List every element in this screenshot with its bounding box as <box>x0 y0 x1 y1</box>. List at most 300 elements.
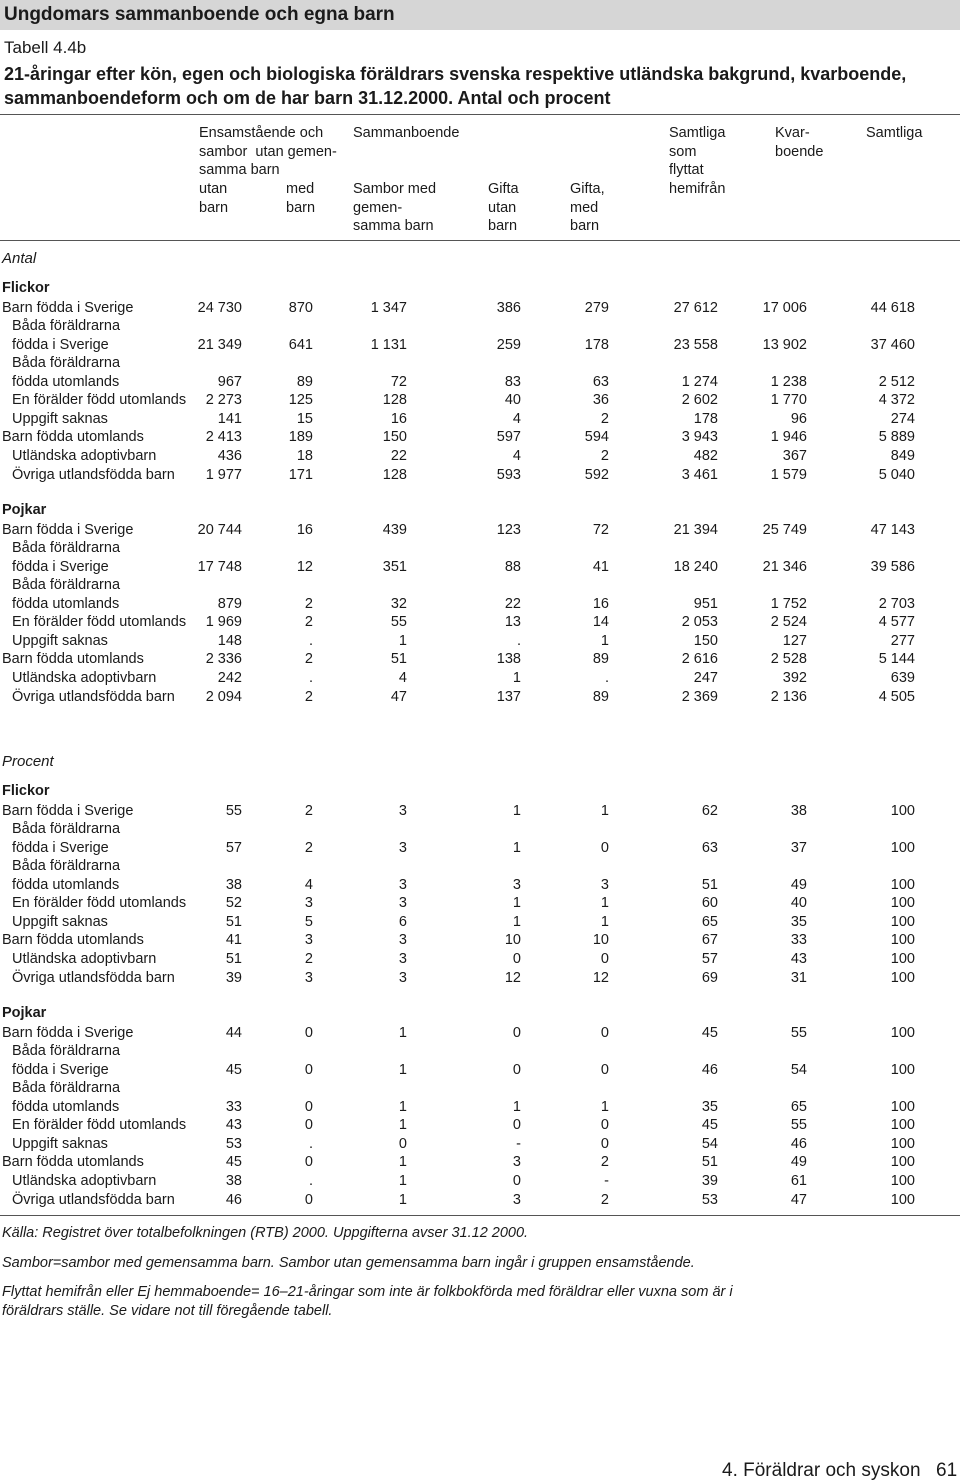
table-cell: 0 <box>304 1061 313 1078</box>
table-cell: 47 <box>790 1191 807 1208</box>
table-cell: 100 <box>890 876 915 893</box>
table-cell: 57 <box>701 950 718 967</box>
table-cell: 178 <box>693 410 718 427</box>
row-label: Barn födda utomlands <box>2 651 144 668</box>
table-cell: 1 <box>600 895 609 912</box>
row-label: Utländska adoptivbarn <box>12 447 157 464</box>
table-cell: 0 <box>304 1117 313 1134</box>
table-cell: 100 <box>890 895 915 912</box>
table-cell: 1 238 <box>770 373 807 390</box>
group-title: Flickor <box>2 280 50 296</box>
table-cell: 69 <box>701 969 718 986</box>
row-label: födda utomlands <box>12 595 120 612</box>
table-cell: 1 946 <box>770 429 807 446</box>
table-cell: 14 <box>592 614 609 631</box>
table-cell: 171 <box>288 466 313 483</box>
table-cell: 0 <box>304 1191 313 1208</box>
table-cell: 0 <box>512 1024 521 1041</box>
table-cell: 1 <box>600 802 609 819</box>
table-cell: 1 <box>398 1098 407 1115</box>
table-cell: 1 <box>398 1191 407 1208</box>
table-cell: 32 <box>390 595 407 612</box>
table-cell: 12 <box>592 969 609 986</box>
table-cell: 100 <box>890 1061 915 1078</box>
table-cell: 36 <box>592 392 609 409</box>
table-cell: 10 <box>504 932 521 949</box>
header-sammanboende-group: Sammanboende <box>353 125 460 141</box>
table-cell: 38 <box>225 1173 242 1189</box>
table-cell: 89 <box>592 688 609 705</box>
table-cell: 951 <box>693 595 718 612</box>
row-label: Barn födda utomlands <box>2 932 144 949</box>
table-cell: . <box>308 1173 313 1189</box>
row-label: Övriga utlandsfödda barn <box>12 466 175 483</box>
table-cell: 137 <box>496 688 521 705</box>
table-cell: 57 <box>225 839 242 856</box>
table-cell: 2 <box>600 447 609 464</box>
note-flyttat: Flyttat hemifrån eller Ej hemmaboende= 16–21-åringar som inte är folkbokförda med föräldrar eller vuxna som är i föräldrars ställe. Se vidare not till föregående tabell. <box>2 1284 733 1319</box>
table-cell: 39 586 <box>870 558 915 575</box>
table-cell: 3 <box>398 950 407 967</box>
header-col-samtliga: Samtliga <box>866 125 923 141</box>
table-cell: 1 <box>512 1098 521 1115</box>
row-label: födda i Sverige <box>12 1061 109 1078</box>
table-cell: 46 <box>790 1135 807 1152</box>
table-cell: 879 <box>217 595 242 612</box>
table-cell: 21 394 <box>673 521 718 538</box>
table-cell: 35 <box>701 1098 718 1115</box>
row-label: födda i Sverige <box>12 839 109 856</box>
table-cell: - <box>516 1135 521 1152</box>
table-cell: 2 616 <box>681 651 718 668</box>
table-number: Tabell 4.4b <box>4 38 87 57</box>
table-cell: 4 <box>512 410 521 427</box>
table-cell: 3 <box>304 895 313 912</box>
table-cell: 3 <box>600 876 609 893</box>
table-cell: 5 <box>304 913 313 930</box>
table-cell: 53 <box>225 1135 242 1152</box>
table-cell: 37 <box>790 839 807 856</box>
header-col-med-barn: med barn <box>286 181 316 216</box>
table-cell: 1 579 <box>770 466 807 483</box>
table-cell: 55 <box>790 1117 807 1134</box>
table-cell: 351 <box>382 558 407 575</box>
table-cell: 41 <box>225 932 242 949</box>
table-cell: 67 <box>701 932 718 949</box>
header-ensamstaende-group: Ensamstående och sambor utan gemen- samma barn <box>199 125 337 179</box>
table-cell: 4 372 <box>878 392 915 409</box>
row-label: Utländska adoptivbarn <box>12 670 157 686</box>
table-cell: 16 <box>296 521 313 538</box>
table-cell: 2 <box>304 839 313 856</box>
table-cell: 0 <box>304 1154 313 1171</box>
table-cell: 0 <box>304 1024 313 1041</box>
table-cell: 100 <box>890 1154 915 1171</box>
row-label: Båda föräldrarna <box>12 1043 121 1060</box>
table-cell: 100 <box>890 802 915 819</box>
table-cell: 51 <box>701 876 718 893</box>
table-cell: 242 <box>217 670 242 686</box>
table-cell: 2 <box>304 950 313 967</box>
table-cell: 39 <box>225 969 242 986</box>
table-cell: 100 <box>890 839 915 856</box>
row-label: Båda föräldrarna <box>12 355 121 372</box>
table-cell: 100 <box>890 950 915 967</box>
table-cell: . <box>516 632 521 649</box>
table-cell: 33 <box>790 932 807 949</box>
table-cell: 5 040 <box>878 466 915 483</box>
table-cell: 1 <box>398 1154 407 1171</box>
table-cell: 3 <box>398 876 407 893</box>
row-label: Barn födda i Sverige <box>2 299 134 316</box>
row-label: Övriga utlandsfödda barn <box>12 969 175 986</box>
table-cell: 3 <box>398 932 407 949</box>
table-cell: 51 <box>701 1154 718 1171</box>
table-cell: 2 273 <box>205 392 242 409</box>
table-cell: 13 <box>504 614 521 631</box>
table-cell: 2 094 <box>205 688 242 705</box>
table-cell: 0 <box>600 1135 609 1152</box>
table-cell: 3 <box>398 839 407 856</box>
table-cell: 33 <box>225 1098 242 1115</box>
table-cell: 83 <box>504 373 521 390</box>
table-cell: 3 <box>512 876 521 893</box>
table-cell: 18 240 <box>673 558 718 575</box>
table-cell: 2 369 <box>681 688 718 705</box>
table-cell: 1 <box>398 632 407 649</box>
table-cell: 2 602 <box>681 392 718 409</box>
table-cell: 2 136 <box>770 688 807 705</box>
table-cell: 189 <box>288 429 313 446</box>
header-col-kvarboende: Kvar- boende <box>775 125 824 160</box>
row-label: Barn födda i Sverige <box>2 1024 134 1041</box>
row-label: Övriga utlandsfödda barn <box>12 688 175 705</box>
table-cell: 100 <box>890 1135 915 1152</box>
table-cell: 27 612 <box>673 299 718 316</box>
row-label: Båda föräldrarna <box>12 821 121 838</box>
table-cell: 2 <box>304 651 313 668</box>
table-cell: 2 <box>304 614 313 631</box>
table-cell: 60 <box>701 895 718 912</box>
row-label: födda utomlands <box>12 1098 120 1115</box>
table-cell: 38 <box>790 802 807 819</box>
footer-chapter: 4. Föräldrar och syskon <box>722 1460 921 1481</box>
table-cell: . <box>308 670 313 686</box>
table-cell: 2 524 <box>770 614 807 631</box>
table-cell: 2 528 <box>770 651 807 668</box>
row-label: födda i Sverige <box>12 336 109 353</box>
row-label: En förälder född utomlands <box>12 392 187 409</box>
table-cell: 594 <box>584 429 609 446</box>
table-cell: 0 <box>512 1061 521 1078</box>
table-cell: 279 <box>584 299 609 316</box>
table-cell: 72 <box>592 521 609 538</box>
table-cell: 259 <box>496 336 521 353</box>
table-cell: 1 <box>512 913 521 930</box>
table-cell: 37 460 <box>870 336 915 353</box>
table-cell: 274 <box>890 410 915 427</box>
section-title: Ungdomars sammanboende och egna barn <box>4 4 395 25</box>
table-cell: 21 349 <box>197 336 242 353</box>
table-cell: 23 558 <box>673 336 718 353</box>
table-cell: 4 505 <box>878 688 915 705</box>
table-cell: 641 <box>288 336 313 353</box>
table-cell: 3 <box>512 1191 521 1208</box>
table-cell: 2 <box>600 1154 609 1171</box>
table-cell: 63 <box>701 839 718 856</box>
group-title: Pojkar <box>2 1005 47 1022</box>
table-cell: 44 <box>225 1024 242 1041</box>
header-col-gifta-med-barn: Gifta, med barn <box>570 181 605 235</box>
table-cell: 6 <box>398 913 407 930</box>
row-label: födda utomlands <box>12 876 120 893</box>
table-cell: 392 <box>782 670 807 686</box>
table-cell: 2 512 <box>878 373 915 390</box>
table-cell: 53 <box>701 1191 718 1208</box>
table-cell: 12 <box>296 558 313 575</box>
table-cell: 150 <box>693 632 718 649</box>
table-cell: 54 <box>790 1061 807 1078</box>
table-cell: 436 <box>217 447 242 464</box>
header-col-utan-barn: utan barn <box>199 181 229 216</box>
table-cell: 35 <box>790 913 807 930</box>
row-label: Barn födda i Sverige <box>2 521 134 538</box>
note-source: Källa: Registret över totalbefolkningen (RTB) 2000. Uppgifterna avser 31.12 2000. <box>2 1225 529 1241</box>
table-cell: 65 <box>790 1098 807 1115</box>
table-cell: 0 <box>600 1117 609 1134</box>
table-cell: 16 <box>390 410 407 427</box>
table-cell: 31 <box>790 969 807 986</box>
table-cell: 45 <box>225 1154 242 1171</box>
table-cell: - <box>604 1173 609 1189</box>
row-label: Båda föräldrarna <box>12 540 121 557</box>
section-title: Procent <box>2 753 54 770</box>
table-cell: 41 <box>592 558 609 575</box>
table-cell: 0 <box>512 1173 521 1189</box>
table-cell: 89 <box>296 373 313 390</box>
table-cell: 62 <box>701 802 718 819</box>
footer-page-number: 61 <box>936 1460 958 1481</box>
table-cell: 1 <box>600 1098 609 1115</box>
row-label: Uppgift saknas <box>12 410 108 427</box>
table-cell: 88 <box>504 558 521 575</box>
table-cell: 49 <box>790 876 807 893</box>
row-label: En förälder född utomlands <box>12 895 187 912</box>
table-cell: 2 <box>600 1191 609 1208</box>
row-label: födda utomlands <box>12 373 120 390</box>
table-cell: 128 <box>382 466 407 483</box>
table-cell: 1 131 <box>370 336 407 353</box>
row-label: Barn födda utomlands <box>2 429 144 446</box>
table-cell: 4 <box>304 876 313 893</box>
header-top-rule <box>0 114 960 115</box>
row-label: Övriga utlandsfödda barn <box>12 1191 175 1208</box>
table-bottom-rule <box>0 1215 960 1216</box>
table-cell: 178 <box>584 336 609 353</box>
table-cell: 4 <box>398 670 407 686</box>
table-cell: 13 902 <box>762 336 807 353</box>
table-cell: 25 749 <box>762 521 807 538</box>
table-cell: 43 <box>225 1117 242 1134</box>
table-cell: 61 <box>790 1173 807 1189</box>
table-cell: 0 <box>600 950 609 967</box>
table-cell: 0 <box>600 1024 609 1041</box>
table-cell: 1 <box>398 1061 407 1078</box>
table-cell: 40 <box>790 895 807 912</box>
table-cell: 45 <box>701 1024 718 1041</box>
table-cell: 16 <box>592 595 609 612</box>
table-cell: 597 <box>496 429 521 446</box>
table-cell: 4 577 <box>878 614 915 631</box>
table-cell: . <box>308 1135 313 1152</box>
table-cell: 128 <box>382 392 407 409</box>
table-cell: 72 <box>390 373 407 390</box>
table-cell: 3 <box>304 932 313 949</box>
table-cell: 1 <box>512 802 521 819</box>
row-label: Uppgift saknas <box>12 632 108 649</box>
table-cell: 39 <box>701 1173 718 1189</box>
table-cell: 54 <box>701 1135 718 1152</box>
table-cell: 46 <box>701 1061 718 1078</box>
table-cell: 40 <box>504 392 521 409</box>
table-cell: 15 <box>296 410 313 427</box>
table-cell: 1 274 <box>681 373 718 390</box>
table-cell: 96 <box>790 410 807 427</box>
table-cell: 141 <box>217 410 242 427</box>
table-cell: 21 346 <box>762 558 807 575</box>
table-cell: 1 977 <box>205 466 242 483</box>
row-label: Utländska adoptivbarn <box>12 1173 157 1189</box>
table-cell: 2 053 <box>681 614 718 631</box>
row-label: Båda föräldrarna <box>12 1080 121 1097</box>
table-cell: 870 <box>288 299 313 316</box>
table-cell: 639 <box>890 670 915 686</box>
table-cell: 55 <box>790 1024 807 1041</box>
table-cell: 123 <box>496 521 521 538</box>
table-cell: 17 748 <box>197 558 242 575</box>
row-label: Utländska adoptivbarn <box>12 950 157 967</box>
table-cell: 20 744 <box>197 521 242 538</box>
table-cell: 65 <box>701 913 718 930</box>
table-cell: 3 <box>304 969 313 986</box>
table-cell: 1 <box>512 670 521 686</box>
table-cell: 2 413 <box>205 429 242 446</box>
table-cell: 138 <box>496 651 521 668</box>
table-cell: 1 969 <box>205 614 242 631</box>
table-cell: 5 144 <box>878 651 915 668</box>
table-cell: 100 <box>890 1098 915 1115</box>
table-cell: 55 <box>225 802 242 819</box>
header-col-samtliga-flyttat: Samtliga som flyttat hemifrån <box>669 125 726 198</box>
table-cell: 1 <box>600 913 609 930</box>
table-cell: 1 <box>512 895 521 912</box>
table-cell: 1 347 <box>370 299 407 316</box>
group-title: Pojkar <box>2 502 47 519</box>
group-title: Flickor <box>2 783 50 799</box>
table-cell: . <box>604 670 609 686</box>
header-col-gifta-utan-barn: Gifta utan barn <box>488 181 519 235</box>
table-cell: 439 <box>382 521 407 538</box>
table-cell: 100 <box>890 913 915 930</box>
table-cell: 849 <box>890 447 915 464</box>
note-sambor: Sambor=sambor med gemensamma barn. Sambor utan gemensamma barn ingår i gruppen ensamstående. <box>2 1255 695 1271</box>
row-label: En förälder född utomlands <box>12 614 187 631</box>
table-cell: 367 <box>782 447 807 464</box>
table-cell: 3 461 <box>681 466 718 483</box>
table-cell: 4 <box>512 447 521 464</box>
table-cell: 1 770 <box>770 392 807 409</box>
table-cell: 100 <box>890 1024 915 1041</box>
table-cell: 1 <box>600 632 609 649</box>
table-cell: 0 <box>512 950 521 967</box>
table-cell: 0 <box>600 1061 609 1078</box>
table-cell: 43 <box>790 950 807 967</box>
table-cell: 46 <box>225 1191 242 1208</box>
header-bottom-rule <box>0 240 960 241</box>
table-cell: 47 <box>390 688 407 705</box>
table-cell: 247 <box>693 670 718 686</box>
table-cell: 47 143 <box>870 521 915 538</box>
table-cell: 482 <box>693 447 718 464</box>
table-cell: 51 <box>225 913 242 930</box>
table-cell: 1 <box>398 1024 407 1041</box>
table-cell: 5 889 <box>878 429 915 446</box>
table-cell: 277 <box>890 632 915 649</box>
row-label: Uppgift saknas <box>12 913 108 930</box>
table-cell: 3 943 <box>681 429 718 446</box>
table-cell: 967 <box>217 373 242 390</box>
table-cell: 44 618 <box>870 299 915 316</box>
table-cell: 2 <box>304 595 313 612</box>
table-cell: 1 752 <box>770 595 807 612</box>
table-cell: 63 <box>592 373 609 390</box>
table-cell: 3 <box>512 1154 521 1171</box>
table-cell: 2 <box>304 688 313 705</box>
row-label: Barn födda i Sverige <box>2 802 134 819</box>
table-cell: 2 336 <box>205 651 242 668</box>
row-label: Båda föräldrarna <box>12 858 121 875</box>
section-title: Antal <box>2 250 37 267</box>
table-cell: 2 <box>600 410 609 427</box>
table-cell: 0 <box>304 1098 313 1115</box>
table-cell: . <box>308 632 313 649</box>
table-cell: 45 <box>701 1117 718 1134</box>
table-cell: 1 <box>512 839 521 856</box>
table-cell: 49 <box>790 1154 807 1171</box>
table-cell: 148 <box>217 632 242 649</box>
table-cell: 593 <box>496 466 521 483</box>
row-label: Båda föräldrarna <box>12 318 121 335</box>
table-cell: 22 <box>504 595 521 612</box>
table-cell: 89 <box>592 651 609 668</box>
row-label: Barn födda utomlands <box>2 1154 144 1171</box>
table-cell: 100 <box>890 1173 915 1189</box>
table-cell: 2 <box>304 802 313 819</box>
row-label: Båda föräldrarna <box>12 577 121 594</box>
table-cell: 10 <box>592 932 609 949</box>
table-cell: 52 <box>225 895 242 912</box>
table-cell: 125 <box>288 392 313 409</box>
table-cell: 3 <box>398 969 407 986</box>
table-cell: 0 <box>512 1117 521 1134</box>
table-cell: 150 <box>382 429 407 446</box>
table-caption: 21-åringar efter kön, egen och biologiska föräldrars svenska respektive utländska bakgrund, kvarboende, sammanboendeform och om de har barn 31.12.2000. Antal och procent <box>4 64 907 108</box>
table-cell: 51 <box>390 651 407 668</box>
table-cell: 55 <box>390 614 407 631</box>
header-col-sambor: Sambor med gemen- samma barn <box>353 181 437 235</box>
table-cell: 386 <box>496 299 521 316</box>
table-cell: 100 <box>890 932 915 949</box>
